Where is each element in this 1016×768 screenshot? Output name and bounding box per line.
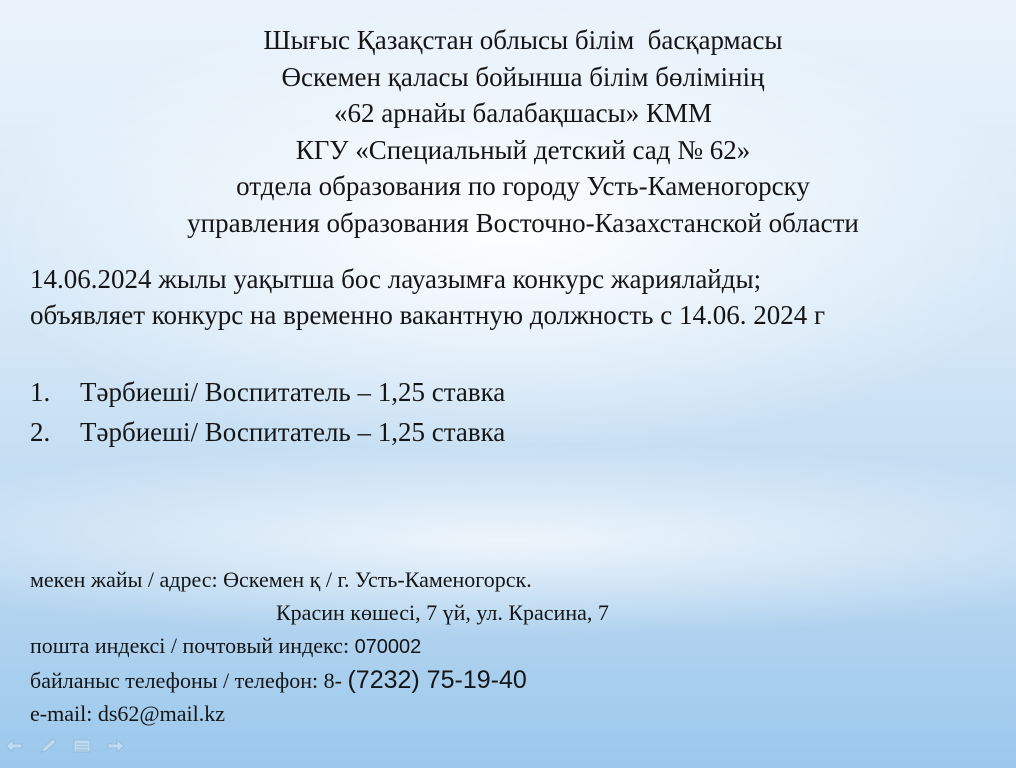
vacancy-text: Тәрбиеші/ Воспитатель – 1,25 ставка	[80, 417, 506, 447]
menu-icon[interactable]	[72, 738, 92, 754]
address-label: мекен жайы / адрес:	[30, 567, 224, 592]
header-line: управления образования Восточно-Казахстанской области	[187, 207, 859, 238]
announcement-kz: 14.06.2024 жылы уақытша бос лауазымға конкурс жариялайды;	[30, 264, 762, 294]
header-line: «62 арнайы балабақшасы» КММ	[334, 98, 712, 128]
postal-row	[30, 629, 609, 664]
email-value[interactable]: ds62@mail.kz	[97, 701, 225, 726]
vacancy-number: 1.	[30, 377, 51, 407]
forward-arrow-icon[interactable]	[106, 738, 126, 754]
organization-header	[0, 22, 1016, 241]
vacancy-number: 2.	[30, 417, 51, 447]
slideshow-controls	[4, 738, 126, 754]
back-arrow-icon[interactable]	[4, 738, 24, 754]
header-line: отдела образования по городу Усть-Каменогорску	[236, 171, 810, 201]
announcement-ru: объявляет конкурс на временно вакантную должность с 14.06. 2024 г	[30, 300, 826, 330]
header-line: Өскемен қаласы бойынша білім бөлімінің	[281, 61, 765, 92]
contact-info	[30, 563, 609, 730]
vacancy-item	[30, 412, 505, 452]
announcement	[30, 261, 825, 333]
postal-label: пошта индексі / почтовый индекс:	[30, 633, 355, 658]
phone-label: байланыс телефоны / телефон:	[30, 668, 324, 693]
address-line2: Красин көшесі, 7 үй, ул. Красина, 7	[276, 600, 609, 625]
header-line: Шығыс Қазақстан облысы білім басқармасы	[263, 25, 783, 55]
pen-icon[interactable]	[38, 738, 58, 754]
phone-prefix: 8-	[323, 668, 348, 693]
postal-value: 070002	[354, 636, 422, 658]
email-label: e-mail:	[30, 701, 98, 726]
header-line: КГУ «Специальный детский сад № 62»	[295, 134, 751, 165]
vacancy-text: Тәрбиеші/ Воспитатель – 1,25 ставка	[80, 377, 506, 407]
vacancy-list	[30, 372, 505, 452]
address-line1: Өскемен қ / г. Усть-Каменогорск.	[223, 567, 532, 592]
email-row	[30, 697, 609, 730]
vacancy-item	[30, 372, 505, 412]
phone-row	[30, 664, 609, 697]
phone-number: (7232) 75-19-40	[347, 666, 527, 694]
address-row	[30, 563, 609, 596]
